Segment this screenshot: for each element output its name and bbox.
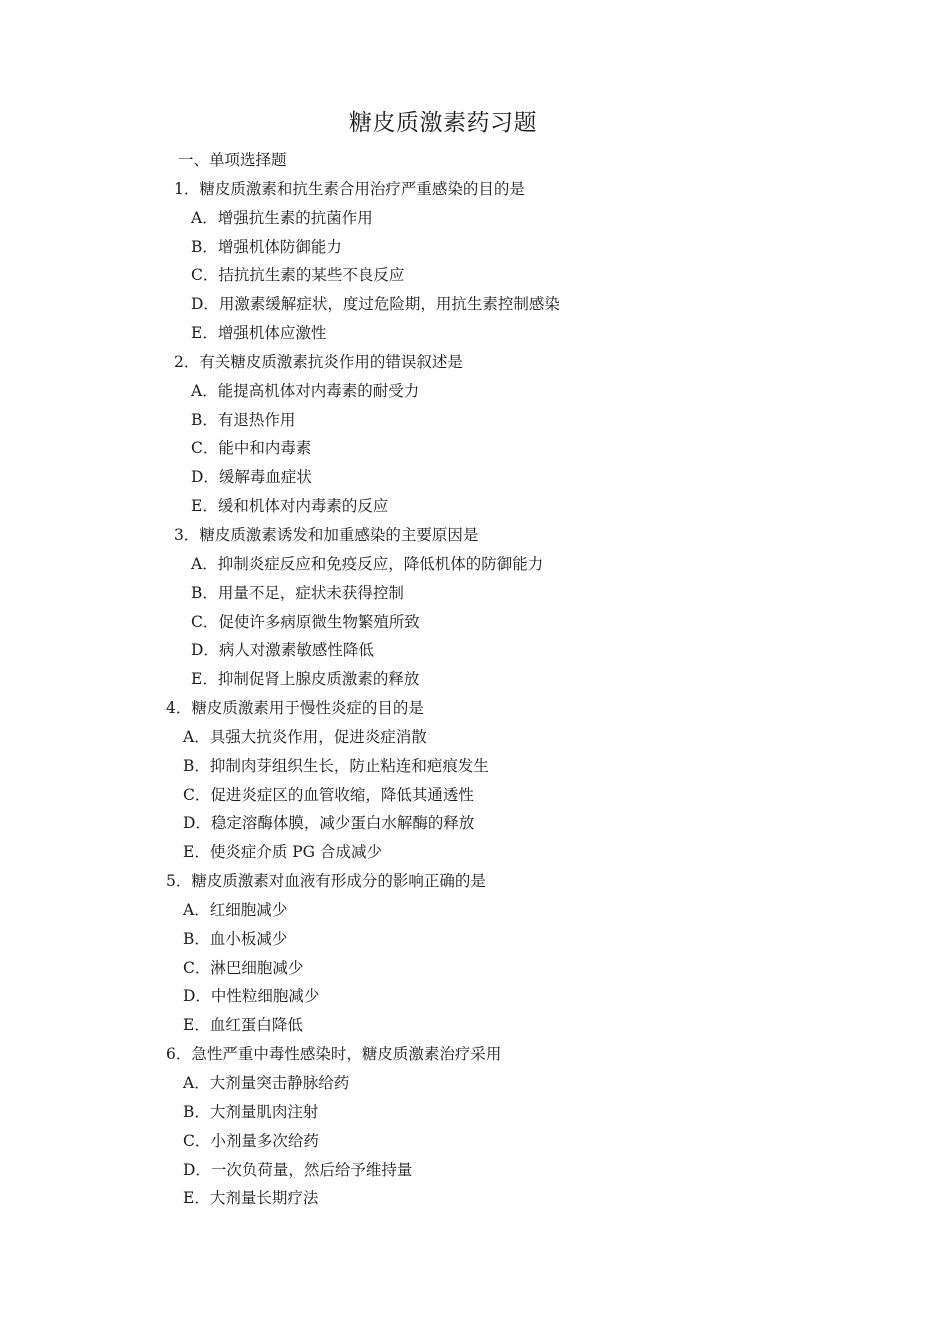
option-d: D．缓解毒血症状 xyxy=(191,468,312,487)
question-6 xyxy=(0,1040,950,1213)
question-2 xyxy=(0,348,950,521)
question-4 xyxy=(0,694,950,867)
option-e: E．大剂量长期疗法 xyxy=(183,1189,319,1208)
option-a: A．大剂量突击静脉给药 xyxy=(183,1074,350,1092)
option-d: D．一次负荷量，然后给予维持量 xyxy=(183,1160,413,1179)
question-1 xyxy=(0,175,950,348)
option-b: B．用量不足，症状未获得控制 xyxy=(191,583,404,602)
question-stem: 1．糖皮质激素和抗生素合用治疗严重感染的目的是 xyxy=(174,179,525,198)
option-e: E．使炎症介质 PG 合成减少 xyxy=(183,843,382,862)
question-stem: 3．糖皮质激素诱发和加重感染的主要原因是 xyxy=(174,525,479,544)
option-a: A．红细胞减少 xyxy=(183,900,288,919)
option-d: D．病人对激素敏感性降低 xyxy=(191,641,374,660)
option-e: E．血红蛋白降低 xyxy=(183,1016,303,1035)
document-title: 糖皮质激素药习题 xyxy=(349,110,537,136)
option-c: C．小剂量多次给药 xyxy=(183,1131,319,1150)
option-b: B．增强机体防御能力 xyxy=(191,237,342,256)
question-stem: 6．急性严重中毒性感染时，糖皮质激素治疗采用 xyxy=(166,1045,502,1064)
option-a: A．能提高机体对内毒素的耐受力 xyxy=(191,381,420,400)
document-body xyxy=(0,146,950,1213)
option-e: E．抑制促肾上腺皮质激素的释放 xyxy=(191,670,420,689)
question-stem: 2．有关糖皮质激素抗炎作用的错误叙述是 xyxy=(174,352,463,371)
option-d: D．中性粒细胞减少 xyxy=(183,987,320,1006)
question-3 xyxy=(0,521,950,694)
option-b: B．大剂量肌肉注射 xyxy=(183,1102,319,1121)
option-a: A．增强抗生素的抗菌作用 xyxy=(191,208,373,227)
option-b: B．血小板减少 xyxy=(183,929,288,948)
option-a: A．抑制炎症反应和免疫反应，降低机体的防御能力 xyxy=(191,554,544,573)
option-c: C．能中和内毒素 xyxy=(191,439,312,458)
option-c: C．淋巴细胞减少 xyxy=(183,958,304,977)
option-c: C．促使许多病原微生物繁殖所致 xyxy=(191,612,420,631)
option-c: C．拮抗抗生素的某些不良反应 xyxy=(191,266,405,285)
option-e: E．增强机体应激性 xyxy=(191,324,327,343)
option-a: A．具强大抗炎作用，促进炎症消散 xyxy=(183,727,427,746)
option-e: E．缓和机体对内毒素的反应 xyxy=(191,497,389,516)
option-c: C．促进炎症区的血管收缩，降低其通透性 xyxy=(183,785,474,804)
option-b: B．有退热作用 xyxy=(191,410,296,429)
section-heading: 一、单项选择题 xyxy=(178,151,287,169)
question-stem: 4．糖皮质激素用于慢性炎症的目的是 xyxy=(166,699,424,718)
option-d: D．用激素缓解症状，度过危险期，用抗生素控制感染 xyxy=(191,295,560,314)
question-stem: 5．糖皮质激素对血液有形成分的影响正确的是 xyxy=(166,872,486,891)
option-d: D．稳定溶酶体膜，减少蛋白水解酶的释放 xyxy=(183,814,475,833)
option-b: B．抑制肉芽组织生长，防止粘连和疤痕发生 xyxy=(183,756,489,775)
question-5 xyxy=(0,867,950,1040)
